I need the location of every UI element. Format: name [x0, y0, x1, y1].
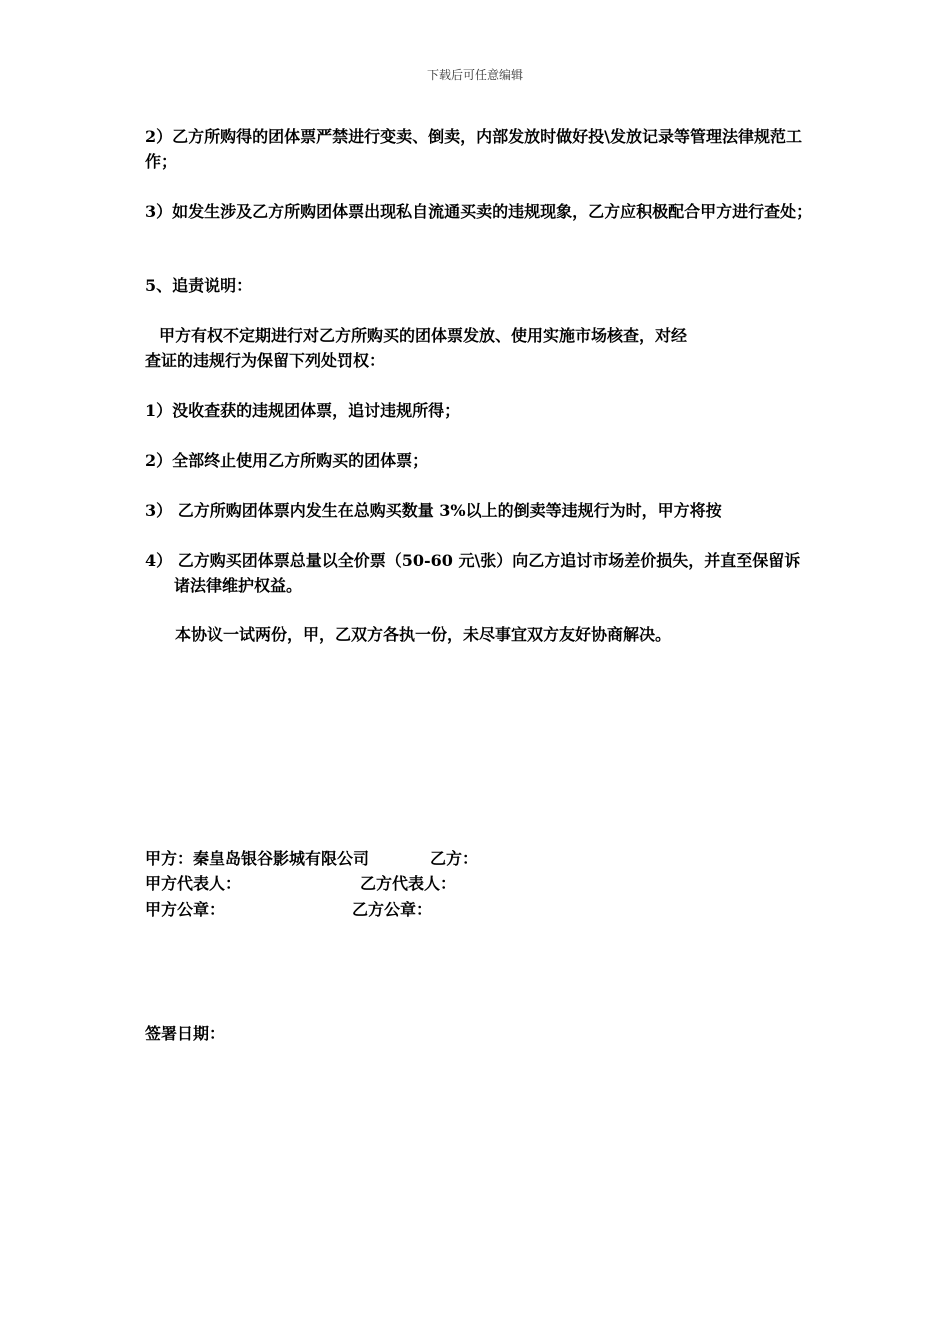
sign-date: 签署日期：: [145, 1024, 226, 1043]
section-5-heading: 5、追责说明：: [145, 276, 253, 295]
party-b-representative: 乙方代表人：: [360, 874, 457, 893]
penalty-item-4: 4） 乙方购买团体票总量以全价票（50-60 元\张）向乙方追讨市场差价损失，并直至保留诉诸法律维护权益。: [145, 551, 801, 595]
accountability-intro-line1: 甲方有权不定期进行对乙方所购买的团体票发放、使用实施市场核查，对经: [159, 326, 688, 345]
party-b-name: 乙方：: [430, 849, 479, 868]
party-a-representative: 甲方代表人：: [145, 874, 242, 893]
party-a-name: 甲方：秦皇岛银谷影城有限公司: [145, 849, 370, 868]
party-b-seal: 乙方公章：: [352, 900, 433, 919]
party-a-seal: 甲方公章：: [145, 900, 226, 919]
closing-statement: 本协议一试两份，甲，乙双方各执一份，未尽事宜双方友好协商解决。: [175, 625, 672, 644]
penalty-item-1: 1）没收查获的违规团体票，追讨违规所得；: [145, 401, 461, 420]
accountability-intro-line2: 查证的违规行为保留下列处罚权：: [145, 351, 386, 370]
clause-3-text: 3）如发生涉及乙方所购团体票出现私自流通买卖的违规现象，乙方应积极配合甲方进行查处；: [145, 202, 813, 221]
penalty-item-2: 2）全部终止使用乙方所购买的团体票；: [145, 451, 429, 470]
penalty-item-3: 3） 乙方所购团体票内发生在总购买数量 3%以上的倒卖等违规行为时，甲方将按: [145, 501, 722, 520]
page-header: 下载后可任意编辑: [426, 68, 523, 82]
clause-2-text: 2）乙方所购得的团体票严禁进行变卖、倒卖，内部发放时做好投\发放记录等管理法律规范工作；: [145, 127, 802, 171]
